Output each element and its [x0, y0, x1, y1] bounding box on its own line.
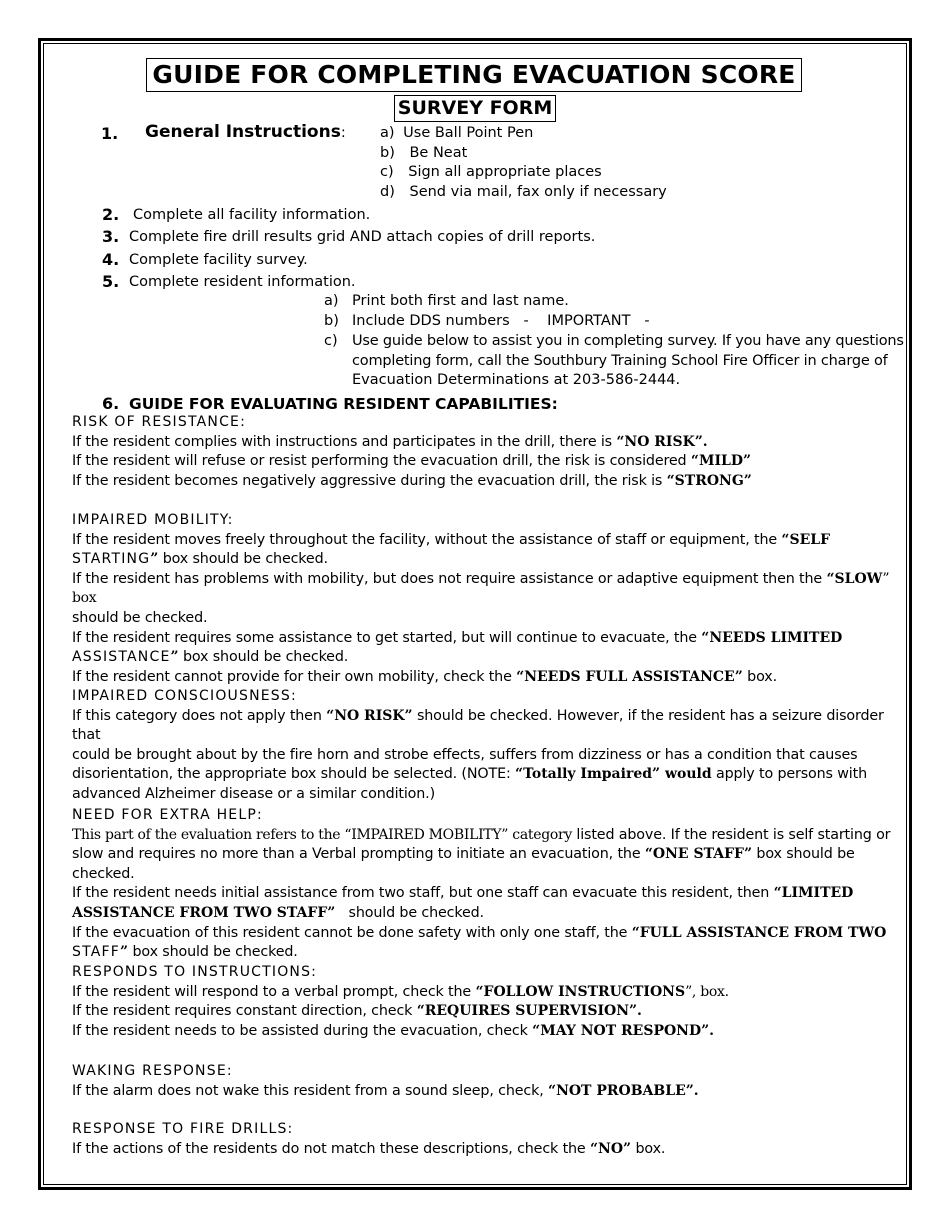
item-1-colon: : [340, 125, 346, 141]
text: If the resident needs to be assisted during the evacuation, check [72, 1022, 533, 1039]
item-5-sub-b-letter: b) [324, 313, 339, 329]
emphasis: “NEEDS FULL ASSISTANCE” [516, 668, 743, 685]
emphasis: ” [170, 649, 179, 666]
text: This part of the evaluation refers to the “IMPAIRED MOBILITY” category [72, 826, 572, 843]
fire-drills-heading: RESPONSE TO FIRE DRILLS: [72, 1121, 294, 1137]
emphasis: “NOT PROBABLE”. [548, 1082, 699, 1099]
text: If this category does not apply then [72, 707, 327, 724]
text: If the resident complies with instructions and participates in the drill, there is [72, 433, 617, 450]
item-3-text: Complete fire drill results grid AND attach copies of drill reports. [129, 229, 596, 245]
text: If the resident moves freely throughout the facility, without the assistance of staff or equipment, the [72, 531, 782, 548]
risk-line-3 [72, 472, 908, 492]
item-4-text: Complete facility survey. [129, 252, 308, 268]
text: ASSISTANCE [72, 649, 171, 666]
risk-heading: RISK OF RESISTANCE: [72, 414, 247, 430]
text: box. [631, 1140, 666, 1157]
item-5-number: 5. [102, 272, 120, 291]
emphasis: ASSISTANCE FROM TWO STAFF” [72, 904, 336, 921]
text: If the resident will refuse or resist performing the evacuation drill, the risk is considered [72, 453, 691, 470]
emphasis: “NO” [589, 1140, 632, 1157]
consciousness-line-1 [72, 707, 908, 746]
text: STARTING [72, 551, 151, 568]
sub-text: Sign all appropriate places [408, 164, 602, 180]
extra-help-line-1 [72, 826, 908, 846]
item-1-sub-d [380, 184, 667, 200]
text: If the actions of the residents do not match these descriptions, check the [72, 1140, 590, 1157]
emphasis: “NO RISK”. [616, 433, 708, 450]
emphasis: “SELF [781, 531, 831, 548]
item-1-sub-a [380, 125, 533, 141]
item-3-number: 3. [102, 227, 120, 246]
text: If the resident needs initial assistance from two staff, but one staff can evacuate this resident, then [72, 885, 774, 902]
emphasis: ” [120, 944, 129, 961]
risk-section [72, 413, 908, 491]
item-1-number: 1. [101, 124, 119, 143]
mobility-section [72, 511, 908, 687]
responds-line-1 [72, 983, 908, 1003]
extra-help-line-2 [72, 845, 908, 884]
emphasis: “NEEDS LIMITED [701, 629, 843, 646]
item-5-sub-c-line3: Evacuation Determinations at 203-586-2444. [352, 372, 681, 388]
mobility-line-1 [72, 531, 908, 551]
extra-help-line-5 [72, 924, 908, 944]
emphasis: ” [150, 551, 159, 568]
emphasis: “FULL ASSISTANCE FROM TWO [631, 924, 887, 941]
responds-section [72, 963, 908, 1041]
text: slow and requires no more than a Verbal prompting to initiate an evacuation, the [72, 846, 645, 863]
extra-help-line-4 [72, 904, 908, 924]
item-6-heading: GUIDE FOR EVALUATING RESIDENT CAPABILITIES: [129, 395, 558, 413]
emphasis: “LIMITED [773, 885, 854, 902]
consciousness-line-3 [72, 765, 908, 785]
text: should be checked. [335, 904, 484, 921]
sub-text: Use Ball Point Pen [403, 125, 534, 141]
emphasis: “STRONG” [666, 472, 752, 489]
text: If the resident cannot provide for their own mobility, check the [72, 668, 517, 685]
page-title: GUIDE FOR COMPLETING EVACUATION SCORE [146, 58, 802, 92]
responds-line-3 [72, 1022, 908, 1042]
text: listed above. If the resident is self starting or [572, 826, 891, 843]
item-1-label: General Instructions [145, 122, 341, 142]
risk-line-2 [72, 452, 908, 472]
text: If the evacuation of this resident cannot be done safety with only one staff, the [72, 924, 632, 941]
item-1-sub-b [380, 145, 467, 161]
item-2-text: Complete all facility information. [133, 207, 371, 223]
text: box should be checked. [128, 944, 298, 961]
text: box should be checked. [158, 551, 328, 568]
item-5-sub-c-letter: c) [324, 333, 338, 349]
consciousness-line-2: could be brought about by the fire horn and strobe effects, suffers from dizziness or has a condition that causes [72, 746, 858, 763]
item-2-number: 2. [102, 205, 120, 224]
responds-heading: RESPONDS TO INSTRUCTIONS: [72, 964, 318, 980]
text: apply to persons with [711, 766, 867, 783]
consciousness-heading: IMPAIRED CONSCIOUSNESS: [72, 688, 297, 704]
text: ”, box. [685, 983, 729, 1000]
emphasis: “NO RISK” [326, 707, 413, 724]
emphasis: “MILD” [690, 453, 752, 470]
emphasis: “REQUIRES SUPERVISION”. [416, 1003, 642, 1020]
text: box should be checked. [178, 649, 349, 666]
mobility-line-2 [72, 550, 908, 570]
mobility-line-5 [72, 629, 908, 649]
text: If the alarm does not wake this resident from a sound sleep, check, [72, 1082, 549, 1099]
sub-text: Send via mail, fax only if necessary [409, 184, 667, 200]
emphasis: “MAY NOT RESPOND”. [532, 1022, 715, 1039]
mobility-heading: IMPAIRED MOBILITY: [72, 512, 234, 528]
item-5-text: Complete resident information. [129, 274, 356, 290]
emphasis: “FOLLOW INSTRUCTIONS [475, 983, 686, 1000]
item-1-sub-c [380, 164, 602, 180]
mobility-line-7 [72, 668, 908, 688]
item-5-sub-c-line1: Use guide below to assist you in completing survey. If you have any questions [352, 333, 904, 349]
extra-help-section [72, 806, 908, 963]
consciousness-section [72, 687, 908, 805]
sub-letter: b) [380, 145, 395, 161]
responds-line-2 [72, 1002, 908, 1022]
fire-drills-section [72, 1120, 908, 1159]
text: disorientation, the appropriate box should be selected. (NOTE: [72, 766, 516, 783]
waking-section [72, 1062, 908, 1101]
text: box. [742, 668, 777, 685]
sub-text: Be Neat [409, 145, 468, 161]
text: ” box [72, 570, 890, 607]
item-5-sub-c-line2: completing form, call the Southbury Training School Fire Officer in charge of [352, 353, 888, 369]
emphasis: “SLOW [826, 570, 883, 587]
item-5-sub-a-letter: a) [324, 293, 339, 309]
extra-help-line-6 [72, 943, 908, 963]
emphasis: “ONE STAFF” [644, 846, 753, 863]
consciousness-line-4: advanced Alzheimer disease or a similar condition.) [72, 785, 435, 802]
item-5-sub-b-text: Include DDS numbers - IMPORTANT - [352, 313, 650, 329]
sub-letter: c) [380, 164, 394, 180]
text: If the resident will respond to a verbal prompt, check the [72, 983, 476, 1000]
page-subtitle: SURVEY FORM [394, 95, 556, 122]
text: should be checked. However, if the resident has a seizure disorder that [72, 707, 884, 744]
sub-letter: d) [380, 184, 395, 200]
mobility-line-6 [72, 648, 908, 668]
waking-line-1 [72, 1082, 908, 1102]
text: If the resident requires some assistance to get started, but will continue to evacuate, the [72, 629, 702, 646]
text: STAFF [72, 944, 121, 961]
mobility-line-3 [72, 570, 908, 609]
mobility-line-4: should be checked. [72, 609, 208, 626]
sub-letter: a) [380, 125, 395, 141]
text: box should be checked. [72, 846, 855, 882]
emphasis: “Totally Impaired” would [515, 766, 712, 783]
item-6-number: 6. [102, 394, 120, 413]
extra-help-heading: NEED FOR EXTRA HELP: [72, 807, 263, 823]
waking-heading: WAKING RESPONSE: [72, 1063, 233, 1079]
risk-line-1 [72, 433, 908, 453]
text: If the resident requires constant direction, check [72, 1003, 417, 1020]
extra-help-line-3 [72, 884, 908, 904]
item-5-sub-a-text: Print both first and last name. [352, 293, 569, 309]
text: If the resident becomes negatively aggressive during the evacuation drill, the risk is [72, 472, 667, 489]
item-4-number: 4. [102, 250, 120, 269]
fire-drills-line-1 [72, 1140, 908, 1160]
item-1-label-wrap [145, 122, 346, 142]
text: If the resident has problems with mobility, but does not require assistance or adaptive equipment then the [72, 570, 827, 587]
